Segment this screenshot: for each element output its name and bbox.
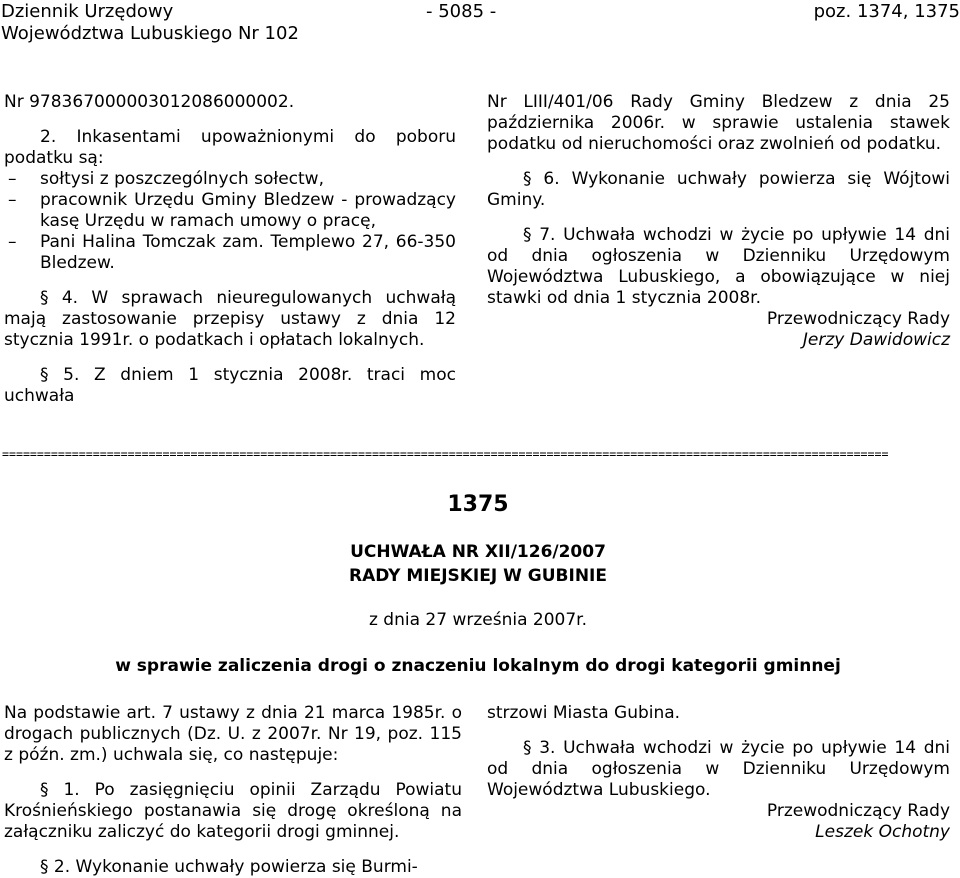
- document-title-issuer: RADY MIEJSKIEJ W GUBINIE: [348, 566, 607, 586]
- separator: ===============================================================================================================================: [2, 447, 889, 461]
- paragraph: § 1. Po zasięgnięciu opinii Zarządu Powiatu Krośnieńskiego postanawia się drogę określoną na załączniku zaliczyć do kategorii drogi gminnej.: [4, 780, 462, 842]
- paragraph: § 3. Uchwała wchodzi w życie po upływie 14 dni od dnia ogłoszenia w Dzienniku Urzędowym Województwa Lubuskiego.: [487, 738, 950, 800]
- paragraph: § 2. Wykonanie uchwały powierza się Burmi-: [40, 857, 418, 877]
- paragraph: 2. Inkasentami upoważnionymi do poboru podatku są:: [4, 127, 456, 168]
- right-column-2: [487, 703, 950, 843]
- signature-name: Jerzy Dawidowicz: [802, 330, 950, 350]
- paragraph: Nr LIII/401/06 Rady Gminy Bledzew z dnia 25 października 2006r. w sprawie ustalenia stawek podatku od nieruchomości oraz zwolnień od podatku.: [487, 92, 950, 154]
- document-title: UCHWAŁA NR XII/126/2007: [350, 542, 606, 562]
- signature-title: Przewodniczący Rady: [766, 309, 950, 329]
- paragraph: § 5. Z dniem 1 stycznia 2008r. traci moc uchwała: [4, 365, 456, 406]
- positions: poz. 1374, 1375: [813, 1, 960, 22]
- signature-title: Przewodniczący Rady: [766, 801, 950, 821]
- document-number: 1375: [447, 492, 509, 517]
- document-subject: w sprawie zaliczenia drogi o znaczeniu lokalnym do drogi kategorii gminnej: [115, 656, 841, 676]
- journal-subtitle: Województwa Lubuskiego Nr 102: [1, 23, 299, 44]
- list-item: – Pani Halina Tomczak zam. Templewo 27, 66-350 Bledzew.: [4, 232, 456, 274]
- document-date: z dnia 27 września 2007r.: [368, 610, 588, 630]
- paragraph: strzowi Miasta Gubina.: [487, 703, 681, 723]
- journal-title: Dziennik Urzędowy: [1, 1, 174, 22]
- page-number: - 5085 -: [426, 1, 497, 22]
- paragraph: Nr 978367000003012086000002.: [4, 92, 295, 112]
- left-column: [4, 92, 456, 407]
- left-column-2: [4, 703, 462, 878]
- list-item: – pracownik Urzędu Gminy Bledzew - prowadzący kasę Urzędu w ramach umowy o pracę,: [4, 190, 456, 232]
- paragraph: § 7. Uchwała wchodzi w życie po upływie 14 dni od dnia ogłoszenia w Dzienniku Urzędowym Województwa Lubuskiego, a obowiązujące w niej stawki od dnia 1 stycznia 2008r.: [487, 225, 950, 308]
- right-column: [487, 92, 950, 351]
- signature-name: Leszek Ochotny: [815, 822, 950, 842]
- paragraph: § 6. Wykonanie uchwały powierza się Wójtowi Gminy.: [487, 169, 950, 210]
- list-item: – sołtysi z poszczególnych sołectw,: [4, 169, 456, 190]
- paragraph: Na podstawie art. 7 ustawy z dnia 21 marca 1985r. o drogach publicznych (Dz. U. z 2007r. Nr 19, poz. 115 z późn. zm.) uchwala się, co następuje:: [4, 703, 462, 765]
- paragraph: § 4. W sprawach nieuregulowanych uchwałą mają zastosowanie przepisy ustawy z dnia 12 stycznia 1991r. o podatkach i opłatach lokalnych.: [4, 288, 456, 350]
